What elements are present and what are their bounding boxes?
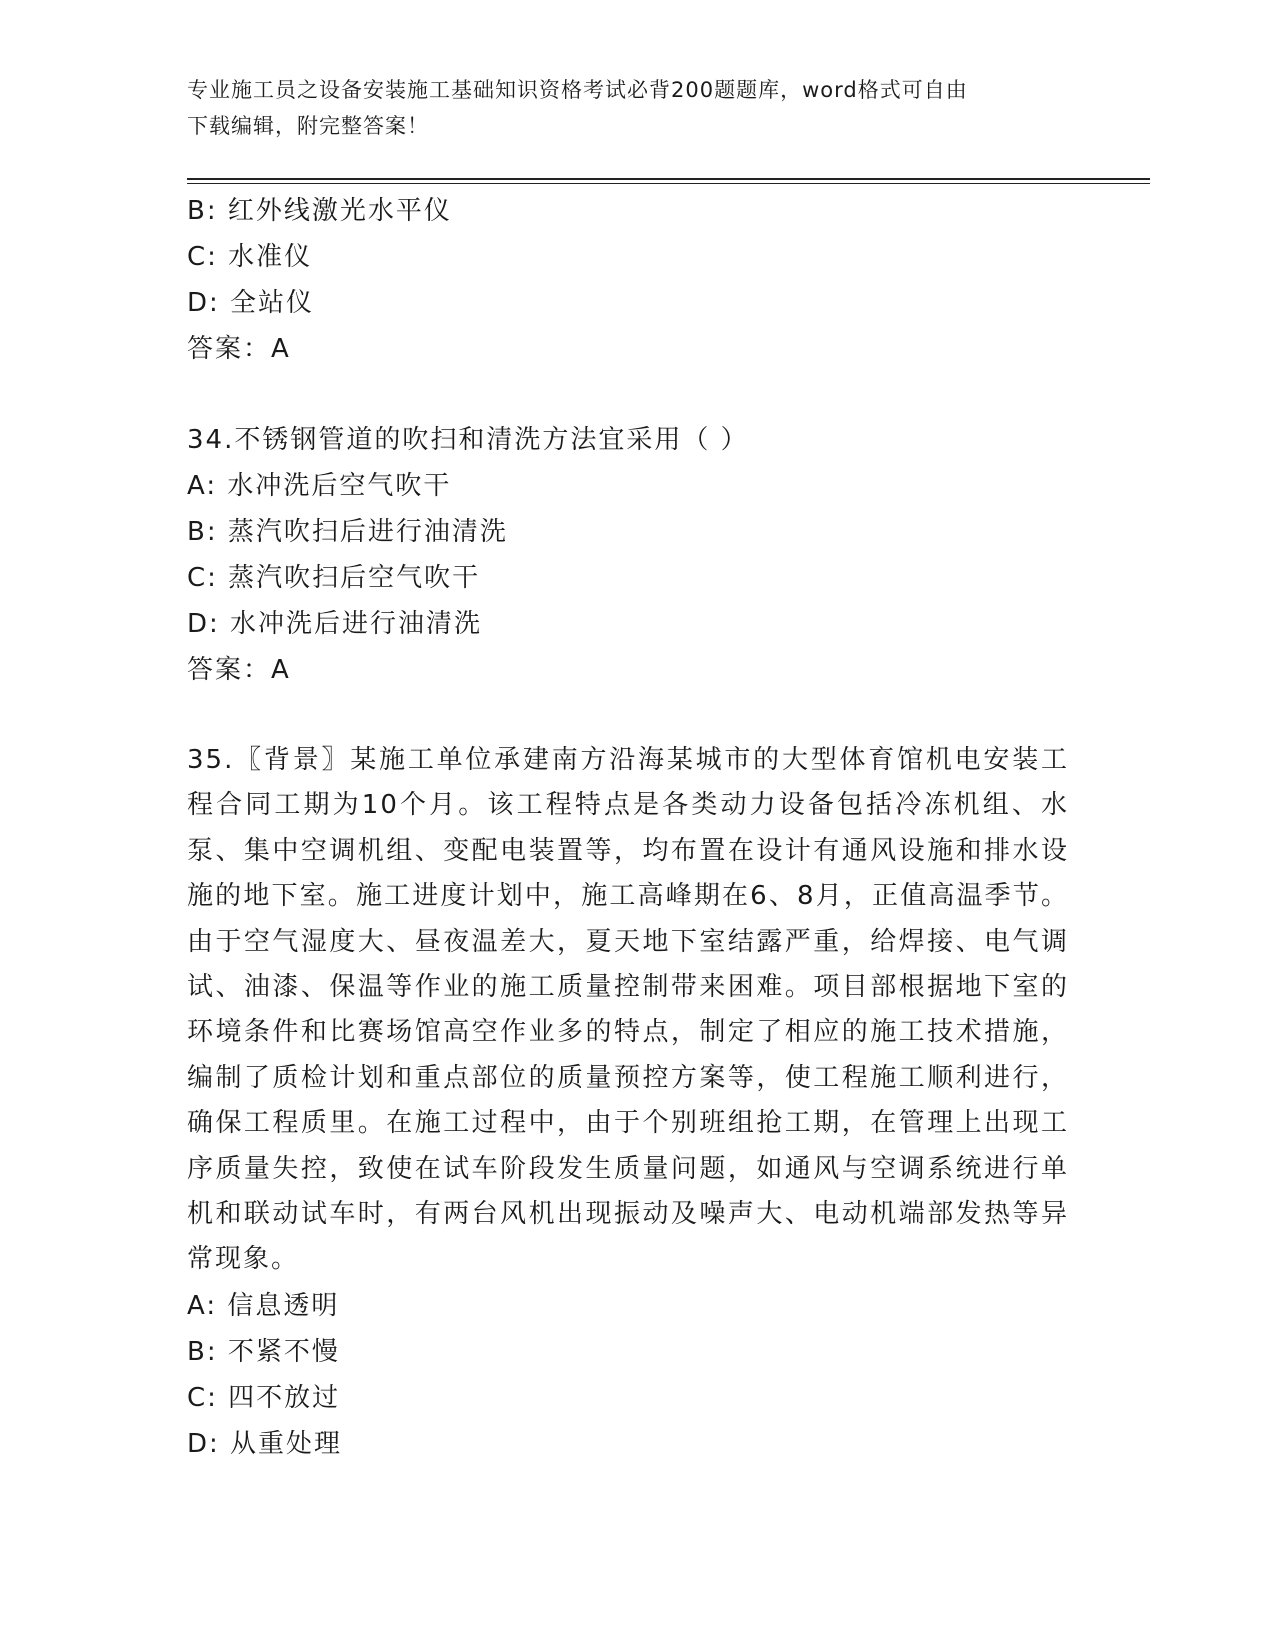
option-a: A: 水冲洗后空气吹干 (187, 471, 452, 501)
answer-line: 答案：A (187, 334, 291, 364)
option-d: D: 水冲洗后进行油清洗 (187, 609, 483, 639)
option-b: B: 不紧不慢 (187, 1336, 340, 1367)
answer-line: 答案：A (187, 655, 291, 685)
option-d: D: 从重处理 (187, 1428, 343, 1459)
header-divider-thick (187, 178, 1150, 180)
option-a: A: 信息透明 (187, 1290, 340, 1321)
question-33-tail (187, 188, 1087, 372)
document-header (187, 72, 1087, 144)
header-line-1: 专业施工员之设备安装施工基础知识资格考试必背200题题库，word格式可自由 (187, 78, 968, 102)
option-b: B: 蒸汽吹扫后进行油清洗 (187, 517, 508, 547)
option-c: C: 蒸汽吹扫后空气吹干 (187, 563, 481, 593)
question-34 (187, 417, 1087, 693)
spacer (187, 693, 1087, 738)
question-35 (187, 738, 1087, 1467)
question-text: 35.〖背景〗某施工单位承建南方沿海某城市的大型体育馆机电安装工程合同工期为10个月。该工程特点是各类动力设备包括冷冻机组、水泵、集中空调机组、变配电装置等，均布置在设计有通风设施和排水设施的地下室。施工进度计划中，施工高峰期在6、8月，正值高温季节。由于空气湿度大、昼夜温差大，夏天地下室结露严重，给焊接、电气调试、油漆、保温等作业的施工质量控制带来困难。项目部根据地下室的环境条件和比赛场馆高空作业多的特点，制定了相应的施工技术措施，编制了质检计划和重点部位的质量预控方案等，使工程施工顺利进行，确保工程质里。在施工过程中，由于个别班组抢工期，在管理上出现工序质量失控，致使在试车阶段发生质量问题，如通风与空调系统进行单机和联动试车时，有两台风机出现振动及噪声大、电动机端部发热等异常现象。 (187, 745, 1069, 1275)
header-divider-thin (187, 183, 1150, 184)
spacer (187, 372, 1087, 417)
question-text: 34.不锈钢管道的吹扫和清洗方法宜采用（ ） (187, 425, 749, 455)
question-content (187, 188, 1087, 1467)
header-line-2: 下载编辑，附完整答案！ (187, 114, 429, 138)
option-d: D: 全站仪 (187, 288, 315, 318)
option-c: C: 水准仪 (187, 242, 313, 272)
option-c: C: 四不放过 (187, 1382, 341, 1413)
option-b: B: 红外线激光水平仪 (187, 196, 452, 226)
